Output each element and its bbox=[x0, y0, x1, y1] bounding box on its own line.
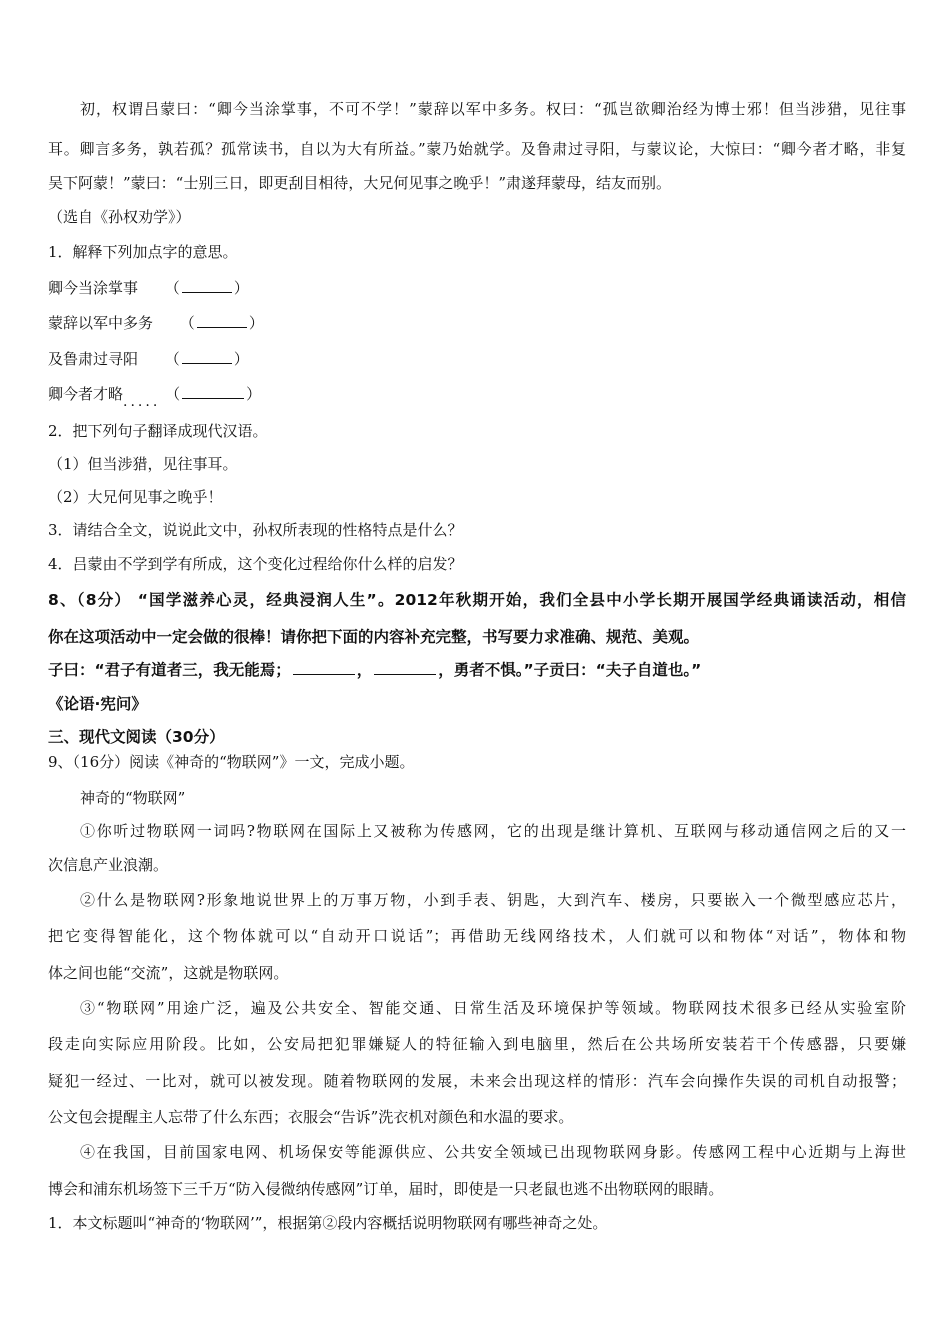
answer-blank[interactable] bbox=[182, 349, 232, 364]
q3: 3．请结合全文，说说此文中，孙权所表现的性格特点是什么？ bbox=[48, 521, 463, 539]
article-title: 神奇的“物联网” bbox=[80, 789, 186, 807]
article-p4-line-1: ④在我国，目前国家电网、机场保安等能源供应、公共安全领域已出现物联网身影。传感网工程中心近期与上海世 bbox=[80, 1143, 906, 1161]
q1-item-4 bbox=[48, 383, 906, 410]
paren-close: ） bbox=[233, 350, 249, 368]
q1-item-1 bbox=[48, 277, 906, 299]
q1-item-text: 蒙辞以军中多务 bbox=[48, 314, 154, 332]
answer-blank[interactable] bbox=[182, 278, 232, 293]
q8-separator: ， bbox=[356, 661, 373, 679]
q8-source: 《论语·宪问》 bbox=[48, 695, 147, 713]
paren-open: （ bbox=[165, 385, 181, 403]
classical-passage-line-1: 初，权谓吕蒙曰：“卿今当涂掌事，不可不学！”蒙辞以军中多务。权曰：“孤岂欲卿治经为博士邪！但当涉猎，见往事 bbox=[80, 100, 906, 118]
q1-item-text: 卿今当涂掌事 bbox=[48, 279, 139, 297]
answer-blank[interactable] bbox=[293, 660, 355, 675]
article-p3-line-4: 公文包会提醒主人忘带了什么东西；衣服会“告诉”洗衣机对颜色和水温的要求。 bbox=[48, 1108, 574, 1126]
article-p3-line-2: 段走向实际应用阶段。比如，公安局把犯罪嫌疑人的特征输入到电脑里，然后在公共场所安装若干个传感器，只要嫌 bbox=[48, 1035, 906, 1053]
q9-intro: 9、（16分）阅读《神奇的“物联网”》一文，完成小题。 bbox=[48, 753, 415, 771]
article-p1-line-1: ①你听过物联网一词吗?物联网在国际上又被称为传感网，它的出现是继计算机、互联网与移动通信网之后的又一 bbox=[80, 822, 906, 840]
q4: 4．吕蒙由不学到学有所成，这个变化过程给你什么样的启发？ bbox=[48, 555, 463, 573]
article-p2-line-2: 把它变得智能化，这个物体就可以“自动开口说话”；再借助无线网络技术，人们就可以和物体“对话”，物体和物 bbox=[48, 927, 906, 945]
q8-line-3-end: ，勇者不惧。”子贡曰：“夫子自道也。” bbox=[438, 661, 702, 679]
q8-line-3 bbox=[48, 659, 906, 681]
article-p2-line-1: ②什么是物联网?形象地说世界上的万事万物，小到手表、钥匙，大到汽车、楼房，只要嵌入一个微型感应芯片， bbox=[80, 891, 906, 909]
answer-blank[interactable] bbox=[197, 313, 247, 328]
emphasis-dots: ..... bbox=[123, 394, 161, 410]
q1-item-text: 卿今者才略 bbox=[48, 385, 124, 403]
q1-title: 1．解释下列加点字的意思。 bbox=[48, 243, 238, 261]
article-p3-line-1: ③“物联网”用途广泛，遍及公共安全、智能交通、日常生活及环境保护等领域。物联网技术很多已经从实验室阶 bbox=[80, 999, 906, 1017]
paren-close: ） bbox=[248, 314, 264, 332]
answer-blank[interactable] bbox=[374, 660, 436, 675]
q2-sentence-1: （1）但当涉猎，见往事耳。 bbox=[48, 455, 238, 473]
classical-passage-line-3: 吴下阿蒙！”蒙曰：“士别三日，即更刮目相待，大兄何见事之晚乎！”肃遂拜蒙母，结友而别。 bbox=[48, 174, 672, 192]
q8-line-2: 你在这项活动中一定会做的很棒！请你把下面的内容补充完整，书写要力求准确、规范、美观。 bbox=[48, 628, 700, 646]
section-3-heading: 三、现代文阅读（30分） bbox=[48, 728, 225, 746]
article-p4-line-2: 博会和浦东机场签下三千万“防入侵微纳传感网”订单，届时，即使是一只老鼠也逃不出物联网的眼睛。 bbox=[48, 1180, 724, 1198]
answer-blank[interactable] bbox=[182, 384, 244, 399]
q9-sub-question-1: 1．本文标题叫“神奇的‘物联网’”，根据第②段内容概括说明物联网有哪些神奇之处。 bbox=[48, 1214, 608, 1232]
q8-line-3-start: 子曰：“君子有道者三，我无能焉； bbox=[48, 661, 291, 679]
q8-line-1: 8、（8分） “国学滋养心灵，经典浸润人生”。2012年秋期开始，我们全县中小学长期开展国学经典诵读活动，相信 bbox=[48, 591, 906, 609]
q1-item-3 bbox=[48, 348, 906, 370]
article-p2-line-3: 体之间也能“交流”，这就是物联网。 bbox=[48, 964, 289, 982]
article-p1-line-2: 次信息产业浪潮。 bbox=[48, 856, 169, 874]
classical-passage-line-2: 耳。卿言多务，孰若孤？孤常读书，自以为大有所益。”蒙乃始就学。及鲁肃过寻阳，与蒙议论，大惊曰：“卿今者才略，非复 bbox=[48, 140, 906, 158]
q2-sentence-2: （2）大兄何见事之晚乎！ bbox=[48, 488, 223, 506]
q1-item-2 bbox=[48, 312, 906, 334]
paren-close: ） bbox=[233, 279, 249, 297]
paren-open: （ bbox=[164, 350, 180, 368]
q1-item-text: 及鲁肃过寻阳 bbox=[48, 350, 139, 368]
q2-title: 2．把下列句子翻译成现代汉语。 bbox=[48, 422, 268, 440]
paren-open: （ bbox=[179, 314, 195, 332]
article-p3-line-3: 疑犯一经过、一比对，就可以被发现。随着物联网的发展，未来会出现这样的情形：汽车会向操作失误的司机自动报警； bbox=[48, 1072, 906, 1090]
classical-source: （选自《孙权劝学》） bbox=[48, 208, 191, 226]
paren-close: ） bbox=[246, 385, 262, 403]
paren-open: （ bbox=[164, 279, 180, 297]
